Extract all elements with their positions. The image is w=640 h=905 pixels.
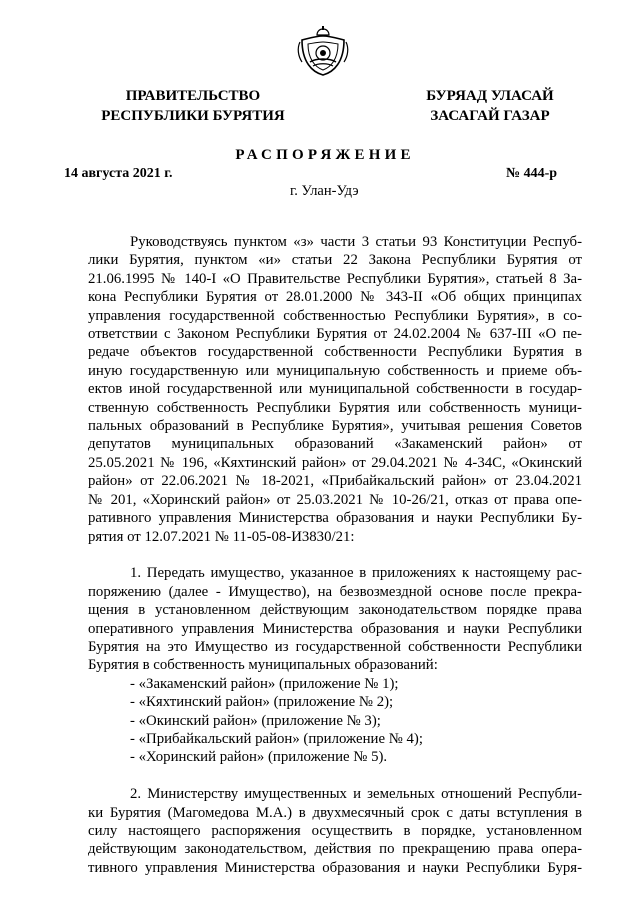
text-line: управления государственной собственностью Республики Бурятия», в со- bbox=[88, 307, 582, 324]
text-line: ки Бурятия (Магомедова М.А.) в двухмесячный срок с даты вступления в bbox=[88, 804, 582, 821]
list-item: - «Кяхтинский район» (приложение № 2); bbox=[130, 694, 394, 711]
text-line: 2. Министерству имущественных и земельных отношений Республи- bbox=[130, 786, 582, 803]
list-item: - «Закаменский район» (приложение № 1); bbox=[130, 675, 399, 692]
text-line: Бурятия в собственность муниципальных образований: bbox=[88, 657, 438, 674]
document-title: РАСПОРЯЖЕНИЕ bbox=[235, 147, 415, 163]
text-line: кона Республики Бурятия от 28.01.2000 № 343-II «Об общих принципах bbox=[88, 289, 582, 306]
text-line: депутатов муниципальных образований «Закаменский район» от bbox=[88, 436, 582, 453]
government-name-buryat-line2: ЗАСАГАЙ ГАЗАР bbox=[430, 108, 550, 124]
text-line: район» от 22.06.2021 № 18-2021, «Прибайкальский район» от 23.04.2021 bbox=[88, 473, 582, 490]
text-line: действующим законодательством, действия по прекращению права опера- bbox=[88, 841, 582, 858]
text-line: Руководствуясь пунктом «з» части 3 статьи 93 Конституции Респуб- bbox=[130, 234, 582, 250]
text-line: ектов иной государственной или муниципальной собственности в государ- bbox=[88, 381, 582, 398]
government-name-line2: РЕСПУБЛИКИ БУРЯТИЯ bbox=[101, 108, 285, 124]
intro-paragraph bbox=[88, 233, 582, 546]
item-2-paragraph bbox=[88, 785, 582, 877]
document-date: 14 августа 2021 г. bbox=[64, 166, 173, 181]
text-line: № 201, «Хоринский район» от 25.03.2021 № 10-26/21, отказ от права опе- bbox=[88, 491, 582, 508]
text-line: Бурятия на это Имущество из государственной собственности Республики bbox=[88, 638, 582, 655]
text-line: поряжению (далее - Имущество), на безвозмездной основе после прекра- bbox=[88, 583, 582, 600]
government-name-russian bbox=[88, 86, 298, 126]
text-line: оперативного управления Министерства образования и науки Республики bbox=[88, 620, 582, 637]
list-item: - «Прибайкальский район» (приложение № 4); bbox=[130, 730, 423, 747]
text-line: пальных образований в Республике Бурятия», учитывая решения Советов bbox=[88, 418, 582, 435]
text-line: тивного управления Министерства образования и науки Республики Буря- bbox=[88, 859, 582, 876]
text-line: иную государственную или муниципальную собственность и приеме объ- bbox=[88, 362, 582, 379]
government-name-buryat-line1: БУРЯАД УЛАСАЙ bbox=[426, 88, 554, 104]
text-line: 1. Передать имущество, указанное в приложениях к настоящему рас- bbox=[130, 565, 582, 582]
document-body bbox=[88, 233, 582, 877]
document-city: г. Улан-Удэ bbox=[290, 183, 359, 199]
text-line: редаче объектов государственной собственности Республики Бурятия в bbox=[88, 344, 582, 361]
document-number: № 444-р bbox=[506, 166, 558, 181]
text-line: 25.05.2021 № 196, «Кяхтинский район» от 29.04.2021 № 4-34С, «Окинский bbox=[88, 454, 582, 471]
list-item: - «Хоринский район» (приложение № 5). bbox=[130, 749, 388, 766]
government-name-line1: ПРАВИТЕЛЬСТВО bbox=[125, 88, 261, 104]
text-line: ответствии с Законом Республики Бурятия от 24.02.2004 № 637-III «О пе- bbox=[88, 326, 582, 343]
item-1-paragraph bbox=[88, 564, 582, 674]
text-line: лики Бурятия, пунктом «и» статьи 22 Закона Республики Бурятия от bbox=[88, 252, 582, 269]
text-line: ративного управления Министерства образования и науки Республики Бу- bbox=[88, 510, 582, 527]
coat-of-arms-emblem bbox=[296, 26, 350, 78]
government-name-buryat bbox=[410, 86, 570, 126]
text-line: 21.06.1995 № 140-I «О Правительстве Республики Бурятия», статьей 8 За- bbox=[88, 270, 582, 287]
text-line: ственную собственность Республики Бурятия или собственность муници- bbox=[88, 399, 582, 416]
text-line: рятия от 12.07.2021 № 11-05-08-И3830/21: bbox=[88, 528, 355, 545]
list-item: - «Окинский район» (приложение № 3); bbox=[130, 712, 381, 729]
text-line: силу настоящего распоряжения осуществить в порядке, установленном bbox=[88, 822, 582, 839]
municipality-list bbox=[88, 675, 582, 767]
text-line: щения в установленном действующим законодательством порядке права bbox=[88, 602, 582, 619]
